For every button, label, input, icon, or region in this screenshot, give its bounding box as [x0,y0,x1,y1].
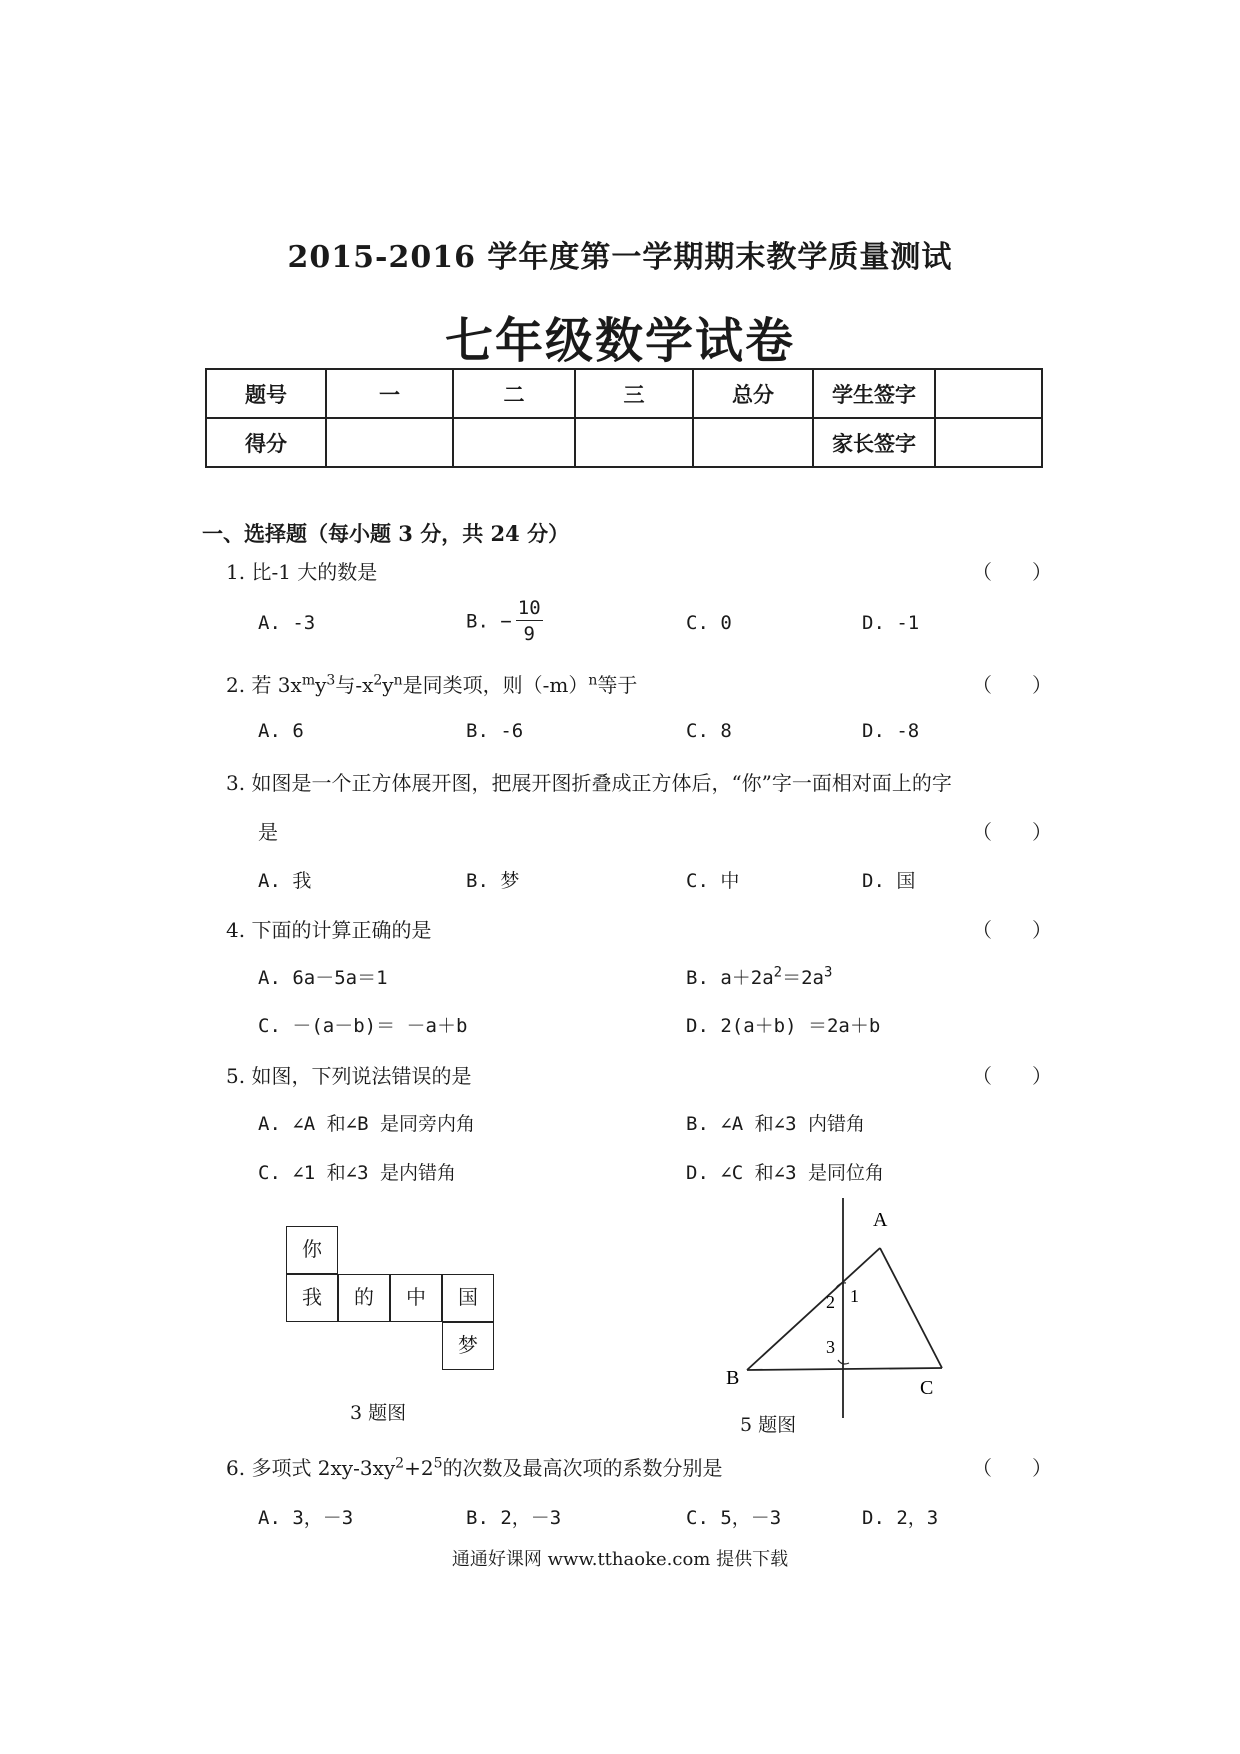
option-a: A. 6a－5a＝1 [258,967,388,989]
option-d: D. -1 [862,612,920,634]
answer-paren: （ ） [972,1456,1052,1480]
question-4-text: 4. 下面的计算正确的是 [226,918,432,942]
table-cell: 二 [453,369,575,418]
table-cell: 题号 [206,369,326,418]
net-cell: 中 [390,1274,442,1322]
option-a: A. 6 [258,720,304,742]
parent-signature-field[interactable] [935,418,1042,467]
label-angle-1: 1 [850,1286,859,1306]
table-cell: 三 [575,369,693,418]
exponent: 5 [433,1455,443,1472]
answer-paren: （ ） [972,560,1052,584]
option-d: D. 2(a＋b) ＝2a＋b [686,1015,881,1037]
section-heading: 一、选择题（每小题 3 分，共 24 分） [202,521,570,546]
q2-text: y [315,673,327,697]
net-cell: 我 [286,1274,338,1322]
exponent: n [588,672,598,689]
label-b: B [726,1367,740,1389]
question-5-text: 5. 如图，下列说法错误的是 [226,1064,472,1088]
option-c: C. 中 [686,870,740,892]
option-b [466,596,543,647]
exponent: 3 [823,964,833,981]
q2-text: y [382,673,394,697]
option-c: C. 8 [686,720,732,742]
score-field[interactable] [326,418,453,467]
label-a: A [873,1209,888,1231]
exam-title: 七年级数学试卷 [444,313,795,369]
option-b: B. 2，－3 [466,1507,562,1529]
fraction-numerator: 10 [517,597,541,619]
question-1-text: 1. 比-1 大的数是 [226,560,378,584]
label-c: C [920,1377,934,1399]
footer-credit: 通通好课网 www.tthaoke.com 提供下载 [451,1549,789,1570]
q2-text: 2. 若 3x [226,673,302,697]
answer-paren: （ ） [972,673,1052,697]
exponent: 3 [326,672,336,689]
option-b-prefix: B. − [466,610,512,633]
table-cell: 家长签字 [813,418,935,467]
option-d: D. 国 [862,870,916,892]
question-2-text [226,669,637,698]
exponent: n [393,672,403,689]
option-b: B. -6 [466,720,524,742]
answer-paren: （ ） [972,820,1052,844]
exam-subtitle: 2015-2016 学年度第一学期期末教学质量测试 [287,240,953,275]
option-a: A. -3 [258,612,316,634]
option-c: C. 5，－3 [686,1507,782,1529]
side-ac [880,1248,942,1368]
option-c: C. －(a－b)＝ －a＋b [258,1015,468,1037]
table-cell: 得分 [206,418,326,467]
option-a: A. 我 [258,870,312,892]
score-table [205,368,1043,468]
option-b: B. ∠A 和∠3 内错角 [686,1113,865,1135]
side-ab [747,1248,880,1370]
score-field[interactable] [575,418,693,467]
net-cell: 你 [286,1226,338,1274]
option-b: B. 梦 [466,870,520,892]
side-bc [747,1368,942,1370]
q6-text: 6. 多项式 2xy-3xy [226,1456,396,1480]
option-b-text: ＝2a [782,967,824,989]
score-field[interactable] [453,418,575,467]
q6-text: +2 [404,1456,434,1480]
table-cell: 学生签字 [813,369,935,418]
table-cell: 一 [326,369,453,418]
option-c: C. 0 [686,612,732,634]
question-3-text-cont: 是 [258,820,278,844]
exponent: m [301,672,316,689]
option-d: D. ∠C 和∠3 是同位角 [686,1162,884,1184]
question-6-text [226,1452,723,1481]
option-b-text: B. a＋2a [686,967,774,989]
table-cell: 总分 [693,369,813,418]
q2-text: 等于 [597,673,638,697]
student-signature-field[interactable] [935,369,1042,418]
question-3-text: 3. 如图是一个正方体展开图，把展开图折叠成正方体后，“你”字一面相对面上的字 [226,771,952,795]
net-cell: 的 [338,1274,390,1322]
fraction [516,596,543,647]
label-angle-2: 2 [826,1292,835,1312]
answer-paren: （ ） [972,1064,1052,1088]
answer-paren: （ ） [972,918,1052,942]
option-a: A. 3，－3 [258,1507,354,1529]
option-a: A. ∠A 和∠B 是同旁内角 [258,1113,475,1135]
cube-net-figure [286,1226,498,1390]
exponent: 2 [773,964,783,981]
q2-text: 是同类项，则（-m） [402,673,589,697]
q6-text: 的次数及最高次项的系数分别是 [442,1456,723,1480]
net-cell: 国 [442,1274,494,1322]
figure-5-caption: 5 题图 [740,1414,797,1436]
figure-3-caption: 3 题图 [350,1402,407,1424]
option-c: C. ∠1 和∠3 是内错角 [258,1162,456,1184]
score-field[interactable] [693,418,813,467]
q2-text: 与-x [335,673,374,697]
exponent: 2 [395,1455,405,1472]
fraction-denominator: 9 [523,623,535,645]
option-b [686,963,832,990]
triangle-figure [720,1196,960,1426]
score-table-row-scores [206,418,1042,467]
option-d: D. -8 [862,720,920,742]
net-cell: 梦 [442,1322,494,1370]
option-d: D. 2，3 [862,1507,939,1529]
label-angle-3: 3 [826,1337,835,1357]
exponent: 2 [373,672,383,689]
score-table-row-header [206,369,1042,418]
